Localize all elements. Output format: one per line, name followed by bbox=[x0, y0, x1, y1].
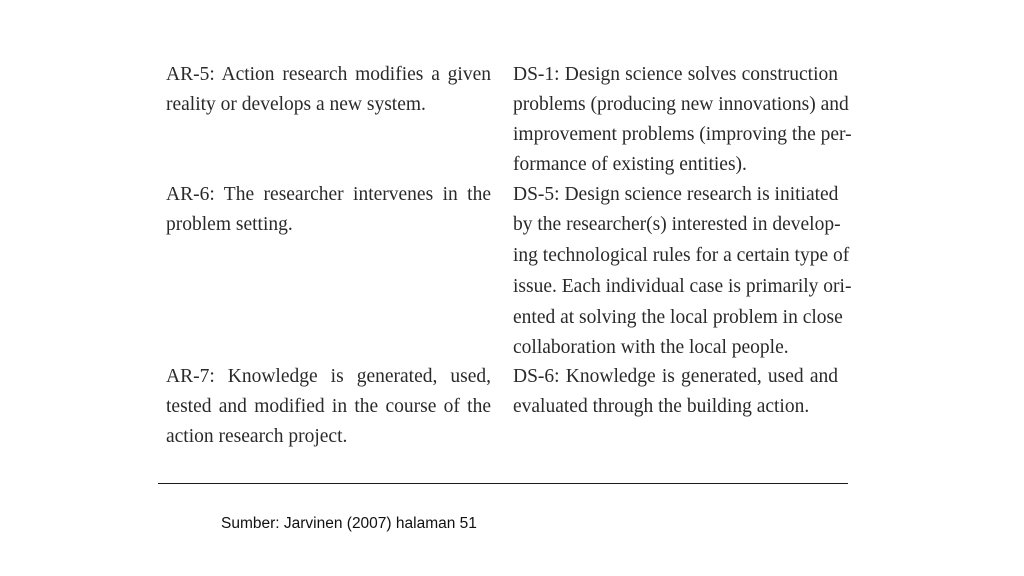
ar7-line-1: AR-7: Knowledge is generated, used, bbox=[166, 366, 491, 387]
ar5-line-2: reality or develops a new system. bbox=[166, 94, 426, 115]
ds5-line-4: issue. Each individual case is primarily ori- bbox=[513, 276, 852, 297]
ds5-line-5: ented at solving the local problem in close bbox=[513, 307, 843, 328]
ds5-line-2: by the researcher(s) interested in develop- bbox=[513, 214, 841, 235]
ar7-line-3: action research project. bbox=[166, 426, 348, 447]
ds5-line-3: ing technological rules for a certain type of bbox=[513, 245, 850, 266]
horizontal-rule bbox=[158, 483, 848, 484]
ds5-line-1: DS-5: Design science research is initiated bbox=[513, 184, 839, 205]
ds6-line-2: evaluated through the building action. bbox=[513, 396, 810, 417]
ds5-line-6: collaboration with the local people. bbox=[513, 337, 789, 358]
ar6-line-2: problem setting. bbox=[166, 214, 293, 235]
ds1-line-2: problems (producing new innovations) and bbox=[513, 94, 849, 115]
ds1-line-1: DS-1: Design science solves construction bbox=[513, 64, 838, 85]
ds1-line-3: improvement problems (improving the per- bbox=[513, 124, 852, 145]
ar6-line-1: AR-6: The researcher intervenes in the bbox=[166, 184, 491, 205]
ds1-line-4: formance of existing entities). bbox=[513, 154, 747, 175]
ds6-line-1: DS-6: Knowledge is generated, used and bbox=[513, 366, 838, 387]
ar7-line-2: tested and modified in the course of the bbox=[166, 396, 491, 417]
source-caption: Sumber: Jarvinen (2007) halaman 51 bbox=[221, 515, 477, 532]
ar5-line-1: AR-5: Action research modifies a given bbox=[166, 64, 491, 85]
